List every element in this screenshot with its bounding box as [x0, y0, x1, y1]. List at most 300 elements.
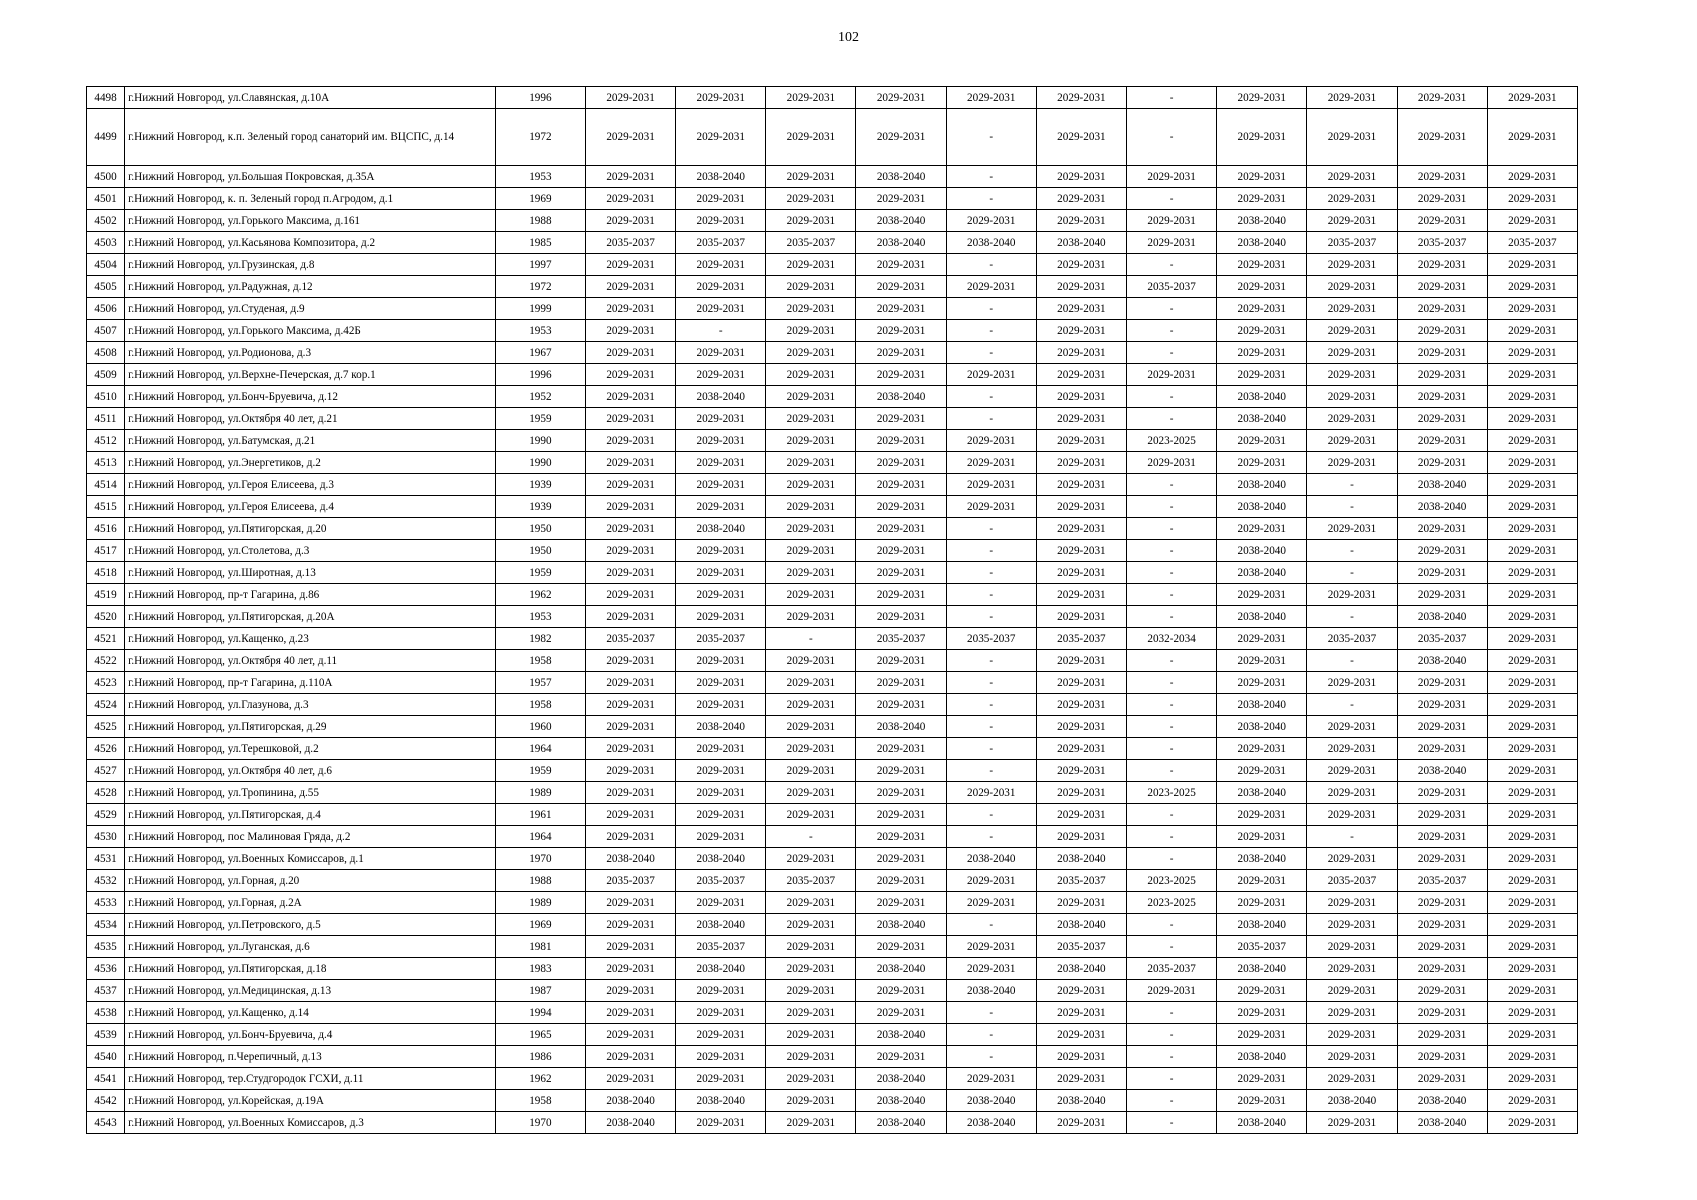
address-cell: г.Нижний Новгород, ул.Глазунова, д.3 [125, 694, 496, 716]
period-cell: 2029-2031 [1217, 804, 1307, 826]
period-cell: 2038-2040 [1397, 474, 1487, 496]
period-cell: 2029-2031 [766, 1068, 856, 1090]
period-cell: 2029-2031 [1397, 109, 1487, 166]
period-cell: 2035-2037 [585, 870, 675, 892]
table-row [87, 1112, 1578, 1134]
address-cell: г.Нижний Новгород, ул.Батумская, д.21 [125, 430, 496, 452]
period-cell: 2029-2031 [1036, 1046, 1126, 1068]
address-cell: г.Нижний Новгород, пос Малиновая Гряда, д.2 [125, 826, 496, 848]
table-row [87, 958, 1578, 980]
period-cell: 2029-2031 [856, 606, 946, 628]
period-cell: - [1127, 1002, 1217, 1024]
period-cell: - [946, 584, 1036, 606]
year-cell: 1962 [495, 584, 585, 606]
period-cell: - [1127, 694, 1217, 716]
period-cell: - [1307, 650, 1397, 672]
period-cell: 2029-2031 [766, 650, 856, 672]
period-cell: 2038-2040 [856, 914, 946, 936]
period-cell: 2029-2031 [585, 892, 675, 914]
period-cell: 2029-2031 [1487, 1002, 1577, 1024]
period-cell: 2029-2031 [946, 474, 1036, 496]
row-number-cell: 4499 [87, 109, 125, 166]
period-cell: 2029-2031 [1487, 364, 1577, 386]
year-cell: 1953 [495, 606, 585, 628]
period-cell: 2029-2031 [1397, 320, 1487, 342]
period-cell: 2029-2031 [1397, 430, 1487, 452]
period-cell: 2029-2031 [766, 364, 856, 386]
table-row [87, 562, 1578, 584]
period-cell: 2029-2031 [1397, 738, 1487, 760]
period-cell: - [1307, 540, 1397, 562]
year-cell: 1952 [495, 386, 585, 408]
table-row [87, 166, 1578, 188]
period-cell: 2038-2040 [1217, 562, 1307, 584]
address-cell: г.Нижний Новгород, ул.Касьянова Композитора, д.2 [125, 232, 496, 254]
period-cell: 2038-2040 [856, 386, 946, 408]
period-cell: 2029-2031 [1487, 782, 1577, 804]
year-cell: 1958 [495, 694, 585, 716]
period-cell: - [1127, 562, 1217, 584]
year-cell: 1950 [495, 518, 585, 540]
row-number-cell: 4521 [87, 628, 125, 650]
period-cell: 2029-2031 [1397, 408, 1487, 430]
period-cell: 2029-2031 [1487, 760, 1577, 782]
period-cell: 2029-2031 [585, 320, 675, 342]
period-cell: 2029-2031 [585, 496, 675, 518]
table-row [87, 606, 1578, 628]
period-cell: 2029-2031 [1307, 1046, 1397, 1068]
period-cell: 2029-2031 [766, 474, 856, 496]
row-number-cell: 4504 [87, 254, 125, 276]
period-cell: 2029-2031 [1487, 518, 1577, 540]
period-cell: 2029-2031 [946, 452, 1036, 474]
year-cell: 1957 [495, 672, 585, 694]
period-cell: 2029-2031 [1397, 166, 1487, 188]
period-cell: 2029-2031 [585, 364, 675, 386]
period-cell: 2029-2031 [1217, 188, 1307, 210]
period-cell: 2029-2031 [1487, 188, 1577, 210]
year-cell: 1959 [495, 562, 585, 584]
period-cell: 2029-2031 [1487, 584, 1577, 606]
table-row [87, 452, 1578, 474]
row-number-cell: 4509 [87, 364, 125, 386]
period-cell: 2038-2040 [585, 1090, 675, 1112]
period-cell: 2035-2037 [1036, 628, 1126, 650]
period-cell: 2029-2031 [856, 540, 946, 562]
period-cell: 2029-2031 [1487, 540, 1577, 562]
period-cell: 2029-2031 [676, 782, 766, 804]
period-cell: 2029-2031 [856, 452, 946, 474]
period-cell: 2038-2040 [1397, 496, 1487, 518]
period-cell: 2029-2031 [1036, 606, 1126, 628]
period-cell: 2038-2040 [856, 1068, 946, 1090]
period-cell: 2035-2037 [1397, 870, 1487, 892]
period-cell: 2038-2040 [1217, 958, 1307, 980]
period-cell: 2029-2031 [1397, 848, 1487, 870]
row-number-cell: 4518 [87, 562, 125, 584]
period-cell: 2029-2031 [1397, 1024, 1487, 1046]
period-cell: 2029-2031 [1036, 452, 1126, 474]
period-cell: 2023-2025 [1127, 870, 1217, 892]
period-cell: 2029-2031 [766, 518, 856, 540]
period-cell: - [946, 760, 1036, 782]
period-cell: 2029-2031 [676, 1002, 766, 1024]
period-cell: 2029-2031 [1307, 958, 1397, 980]
table-row [87, 430, 1578, 452]
year-cell: 1996 [495, 364, 585, 386]
period-cell: - [1127, 606, 1217, 628]
period-cell: - [1127, 760, 1217, 782]
period-cell: 2029-2031 [585, 584, 675, 606]
period-cell: 2029-2031 [1127, 166, 1217, 188]
period-cell: 2029-2031 [1307, 980, 1397, 1002]
address-cell: г.Нижний Новгород, пр-т Гагарина, д.86 [125, 584, 496, 606]
row-number-cell: 4533 [87, 892, 125, 914]
period-cell: 2029-2031 [1487, 87, 1577, 109]
period-cell: 2029-2031 [1217, 87, 1307, 109]
period-cell: 2038-2040 [1217, 408, 1307, 430]
address-cell: г.Нижний Новгород, ул.Пятигорская, д.20 [125, 518, 496, 540]
period-cell: 2029-2031 [1036, 650, 1126, 672]
period-cell: 2029-2031 [1487, 1046, 1577, 1068]
period-cell: 2029-2031 [766, 760, 856, 782]
period-cell: 2029-2031 [1217, 364, 1307, 386]
period-cell: 2029-2031 [946, 870, 1036, 892]
period-cell: 2038-2040 [676, 848, 766, 870]
period-cell: 2029-2031 [1397, 958, 1487, 980]
period-cell: 2029-2031 [676, 496, 766, 518]
period-cell: 2029-2031 [1487, 496, 1577, 518]
table-row [87, 188, 1578, 210]
row-number-cell: 4536 [87, 958, 125, 980]
period-cell: - [946, 540, 1036, 562]
period-cell: 2029-2031 [1397, 716, 1487, 738]
period-cell: 2029-2031 [1307, 452, 1397, 474]
period-cell: 2029-2031 [1307, 166, 1397, 188]
row-number-cell: 4501 [87, 188, 125, 210]
period-cell: 2029-2031 [585, 298, 675, 320]
period-cell: 2029-2031 [1397, 1068, 1487, 1090]
period-cell: 2029-2031 [1397, 694, 1487, 716]
address-cell: г.Нижний Новгород, к.п. Зеленый город санаторий им. ВЦСПС, д.14 [125, 109, 496, 166]
period-cell: 2038-2040 [676, 914, 766, 936]
table-row [87, 1090, 1578, 1112]
address-cell: г.Нижний Новгород, ул.Радужная, д.12 [125, 276, 496, 298]
period-cell: 2029-2031 [946, 430, 1036, 452]
year-cell: 1989 [495, 892, 585, 914]
period-cell: - [946, 1024, 1036, 1046]
row-number-cell: 4543 [87, 1112, 125, 1134]
row-number-cell: 4534 [87, 914, 125, 936]
period-cell: 2035-2037 [1307, 628, 1397, 650]
table-row [87, 518, 1578, 540]
period-cell: 2029-2031 [1036, 980, 1126, 1002]
period-cell: - [676, 320, 766, 342]
period-cell: 2029-2031 [1307, 254, 1397, 276]
year-cell: 1967 [495, 342, 585, 364]
period-cell: 2029-2031 [856, 738, 946, 760]
period-cell: 2035-2037 [1307, 870, 1397, 892]
address-cell: г.Нижний Новгород, ул.Петровского, д.5 [125, 914, 496, 936]
period-cell: 2029-2031 [1487, 958, 1577, 980]
row-number-cell: 4512 [87, 430, 125, 452]
period-cell: - [946, 914, 1036, 936]
period-cell: 2029-2031 [766, 804, 856, 826]
period-cell: 2029-2031 [766, 496, 856, 518]
year-cell: 1939 [495, 474, 585, 496]
row-number-cell: 4525 [87, 716, 125, 738]
period-cell: 2029-2031 [1036, 210, 1126, 232]
period-cell: 2029-2031 [585, 738, 675, 760]
table-row [87, 1068, 1578, 1090]
period-cell: 2029-2031 [676, 606, 766, 628]
period-cell: 2029-2031 [1307, 210, 1397, 232]
period-cell: 2029-2031 [1487, 562, 1577, 584]
period-cell: 2029-2031 [1217, 430, 1307, 452]
period-cell: 2029-2031 [1487, 980, 1577, 1002]
period-cell: 2029-2031 [1036, 386, 1126, 408]
period-cell: 2029-2031 [676, 210, 766, 232]
period-cell: 2029-2031 [946, 1068, 1036, 1090]
year-cell: 1986 [495, 1046, 585, 1068]
period-cell: 2029-2031 [1307, 914, 1397, 936]
period-cell: 2029-2031 [676, 408, 766, 430]
period-cell: 2029-2031 [766, 276, 856, 298]
period-cell: 2029-2031 [676, 474, 766, 496]
period-cell: 2029-2031 [1217, 980, 1307, 1002]
period-cell: 2029-2031 [1307, 1068, 1397, 1090]
period-cell: 2038-2040 [1036, 914, 1126, 936]
period-cell: 2029-2031 [1487, 452, 1577, 474]
period-cell: 2029-2031 [766, 914, 856, 936]
period-cell: 2035-2037 [1397, 232, 1487, 254]
period-cell: - [946, 804, 1036, 826]
period-cell: 2029-2031 [1487, 672, 1577, 694]
address-cell: г.Нижний Новгород, ул.Пятигорская, д.18 [125, 958, 496, 980]
period-cell: 2029-2031 [1487, 210, 1577, 232]
period-cell: - [1127, 254, 1217, 276]
period-cell: 2029-2031 [1397, 892, 1487, 914]
period-cell: 2038-2040 [1217, 782, 1307, 804]
period-cell: 2038-2040 [946, 848, 1036, 870]
period-cell: 2029-2031 [856, 782, 946, 804]
period-cell: 2029-2031 [676, 188, 766, 210]
period-cell: 2029-2031 [1217, 298, 1307, 320]
row-number-cell: 4542 [87, 1090, 125, 1112]
period-cell: 2029-2031 [1487, 1112, 1577, 1134]
period-cell: 2029-2031 [1036, 1068, 1126, 1090]
period-cell: 2029-2031 [766, 848, 856, 870]
address-cell: г.Нижний Новгород, ул.Пятигорская, д.20А [125, 606, 496, 628]
period-cell: 2038-2040 [946, 1090, 1036, 1112]
period-cell: 2029-2031 [1217, 1024, 1307, 1046]
period-cell: - [946, 320, 1036, 342]
row-number-cell: 4541 [87, 1068, 125, 1090]
period-cell: 2029-2031 [946, 936, 1036, 958]
period-cell: 2029-2031 [766, 408, 856, 430]
table-row [87, 320, 1578, 342]
table-row [87, 1024, 1578, 1046]
period-cell: 2038-2040 [1217, 210, 1307, 232]
period-cell: 2029-2031 [585, 1068, 675, 1090]
period-cell: 2029-2031 [1307, 738, 1397, 760]
row-number-cell: 4538 [87, 1002, 125, 1024]
period-cell: 2035-2037 [766, 870, 856, 892]
year-cell: 1981 [495, 936, 585, 958]
row-number-cell: 4498 [87, 87, 125, 109]
year-cell: 1990 [495, 430, 585, 452]
period-cell: 2038-2040 [856, 1112, 946, 1134]
period-cell: 2029-2031 [856, 562, 946, 584]
period-cell: 2029-2031 [1487, 826, 1577, 848]
period-cell: 2029-2031 [1036, 1002, 1126, 1024]
row-number-cell: 4539 [87, 1024, 125, 1046]
period-cell: 2029-2031 [1217, 1068, 1307, 1090]
period-cell: 2029-2031 [1036, 584, 1126, 606]
period-cell: 2029-2031 [1217, 109, 1307, 166]
period-cell: 2029-2031 [1036, 518, 1126, 540]
period-cell: 2032-2034 [1127, 628, 1217, 650]
table-row [87, 540, 1578, 562]
period-cell: 2029-2031 [856, 408, 946, 430]
period-cell: 2029-2031 [676, 430, 766, 452]
table-row [87, 980, 1578, 1002]
address-cell: г.Нижний Новгород, ул.Грузинская, д.8 [125, 254, 496, 276]
table-row [87, 276, 1578, 298]
period-cell: - [946, 342, 1036, 364]
year-cell: 1970 [495, 1112, 585, 1134]
period-cell: 2029-2031 [585, 430, 675, 452]
period-cell: 2038-2040 [946, 232, 1036, 254]
table-row [87, 826, 1578, 848]
row-number-cell: 4530 [87, 826, 125, 848]
period-cell: 2029-2031 [676, 694, 766, 716]
address-cell: г.Нижний Новгород, ул.Славянская, д.10А [125, 87, 496, 109]
address-cell: г.Нижний Новгород, ул.Октября 40 лет, д.6 [125, 760, 496, 782]
period-cell: 2029-2031 [1397, 980, 1487, 1002]
row-number-cell: 4523 [87, 672, 125, 694]
period-cell: 2029-2031 [1217, 628, 1307, 650]
period-cell: 2029-2031 [856, 870, 946, 892]
period-cell: 2029-2031 [676, 254, 766, 276]
period-cell: 2029-2031 [1487, 914, 1577, 936]
period-cell: - [1307, 606, 1397, 628]
year-cell: 1972 [495, 109, 585, 166]
table-row [87, 408, 1578, 430]
period-cell: 2029-2031 [856, 980, 946, 1002]
year-cell: 1996 [495, 87, 585, 109]
period-cell: 2029-2031 [676, 1024, 766, 1046]
table-row [87, 474, 1578, 496]
period-cell: - [1127, 386, 1217, 408]
period-cell: 2038-2040 [1036, 1090, 1126, 1112]
period-cell: 2029-2031 [585, 562, 675, 584]
period-cell: 2029-2031 [856, 848, 946, 870]
period-cell: - [946, 518, 1036, 540]
period-cell: - [946, 188, 1036, 210]
period-cell: 2035-2037 [1217, 936, 1307, 958]
period-cell: 2029-2031 [1127, 364, 1217, 386]
period-cell: - [946, 826, 1036, 848]
period-cell: 2029-2031 [766, 320, 856, 342]
period-cell: 2029-2031 [1036, 276, 1126, 298]
period-cell: 2029-2031 [766, 1024, 856, 1046]
table-row [87, 386, 1578, 408]
period-cell: 2029-2031 [1487, 1068, 1577, 1090]
period-cell: 2035-2037 [676, 936, 766, 958]
period-cell: 2029-2031 [1307, 87, 1397, 109]
table-row [87, 232, 1578, 254]
period-cell: 2029-2031 [1397, 1002, 1487, 1024]
period-cell: 2029-2031 [1217, 166, 1307, 188]
period-cell: 2038-2040 [856, 210, 946, 232]
period-cell: 2029-2031 [1487, 1090, 1577, 1112]
period-cell: 2029-2031 [1397, 584, 1487, 606]
period-cell: 2038-2040 [1217, 232, 1307, 254]
period-cell: 2029-2031 [1487, 166, 1577, 188]
period-cell: 2029-2031 [1217, 672, 1307, 694]
period-cell: 2029-2031 [1036, 298, 1126, 320]
period-cell: 2029-2031 [1307, 1112, 1397, 1134]
period-cell: 2029-2031 [1036, 1112, 1126, 1134]
table-row [87, 650, 1578, 672]
period-cell: 2029-2031 [856, 87, 946, 109]
period-cell: - [1127, 584, 1217, 606]
address-cell: г.Нижний Новгород, ул.Кащенко, д.23 [125, 628, 496, 650]
registry-body [87, 87, 1578, 1134]
period-cell: 2038-2040 [1217, 848, 1307, 870]
period-cell: 2029-2031 [1217, 892, 1307, 914]
period-cell: 2038-2040 [1036, 848, 1126, 870]
period-cell: 2029-2031 [1307, 364, 1397, 386]
row-number-cell: 4522 [87, 650, 125, 672]
period-cell: 2029-2031 [1487, 650, 1577, 672]
row-number-cell: 4537 [87, 980, 125, 1002]
period-cell: 2035-2037 [1036, 936, 1126, 958]
address-cell: г.Нижний Новгород, ул.Военных Комиссаров, д.1 [125, 848, 496, 870]
period-cell: 2029-2031 [1397, 936, 1487, 958]
period-cell: 2029-2031 [766, 342, 856, 364]
period-cell: 2029-2031 [585, 87, 675, 109]
period-cell: 2029-2031 [1307, 760, 1397, 782]
period-cell: 2029-2031 [1036, 694, 1126, 716]
row-number-cell: 4503 [87, 232, 125, 254]
registry-table [86, 86, 1578, 1134]
period-cell: - [946, 606, 1036, 628]
period-cell: 2029-2031 [1307, 109, 1397, 166]
row-number-cell: 4510 [87, 386, 125, 408]
period-cell: 2029-2031 [766, 210, 856, 232]
address-cell: г.Нижний Новгород, ул.Горная, д.2А [125, 892, 496, 914]
period-cell: 2029-2031 [1487, 430, 1577, 452]
period-cell: 2029-2031 [676, 452, 766, 474]
period-cell: 2029-2031 [1307, 892, 1397, 914]
period-cell: 2029-2031 [856, 804, 946, 826]
address-cell: г.Нижний Новгород, ул.Большая Покровская, д.35А [125, 166, 496, 188]
period-cell: - [1127, 518, 1217, 540]
address-cell: г.Нижний Новгород, ул.Пятигорская, д.29 [125, 716, 496, 738]
period-cell: 2029-2031 [856, 672, 946, 694]
table-row [87, 936, 1578, 958]
period-cell: - [1127, 320, 1217, 342]
period-cell: 2029-2031 [1307, 848, 1397, 870]
period-cell: 2029-2031 [1036, 254, 1126, 276]
year-cell: 1988 [495, 210, 585, 232]
period-cell: 2029-2031 [1217, 826, 1307, 848]
table-row [87, 892, 1578, 914]
period-cell: 2029-2031 [1307, 188, 1397, 210]
period-cell: 2035-2037 [676, 870, 766, 892]
